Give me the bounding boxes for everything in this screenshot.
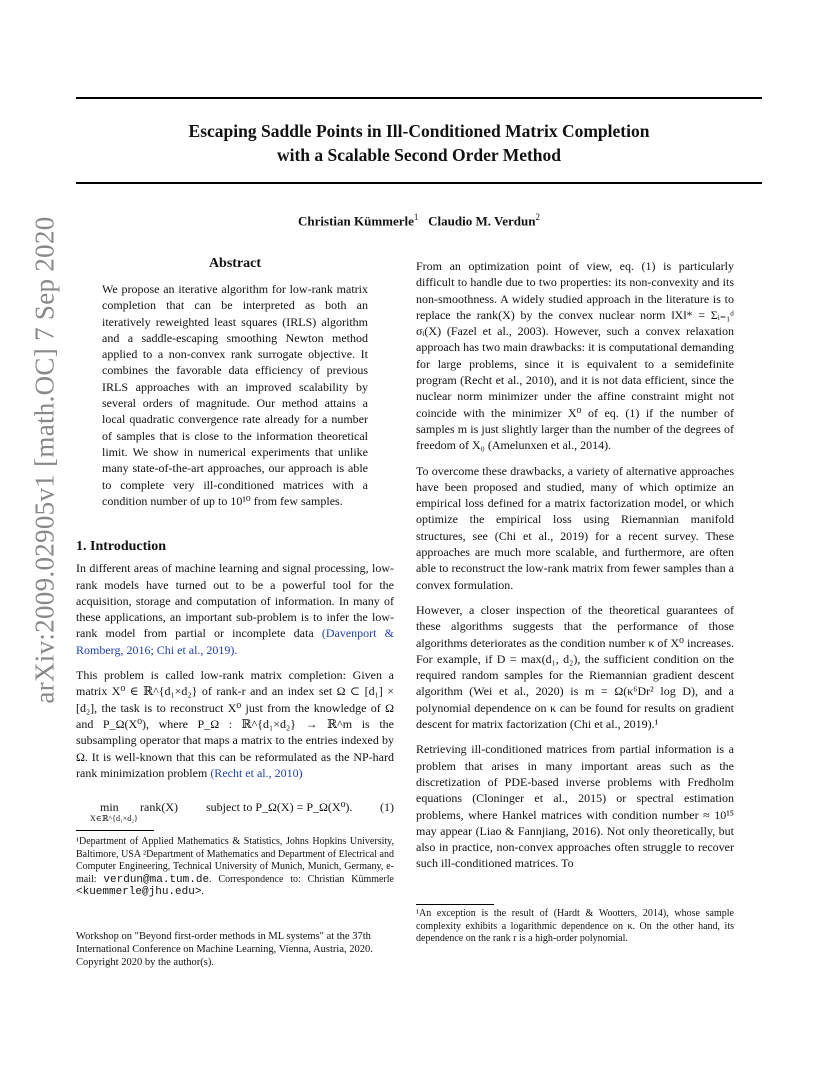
affiliation-text: ¹Department of Applied Mathematics & Statistics, Johns Hopkins University, Baltimore, USA ²Department of Mathematics and Department of Electrical and Computer Engineering, Technical University of Munich, Munich, Germany, e-mail: <box>76 836 394 885</box>
right-paragraph-2: To overcome these drawbacks, a variety of alternative approaches have been proposed and studied, many of which optimize an empirical loss defined for a matrix factorization model, or which optimize the empirical loss using Riemannian manifold structures, see (Chi et al., 2019) for a recent survey. These approaches are much more scalable, and furthermore, are often able to reconstruct the low-rank matrix from fewer samples than a convex formulation. <box>416 463 734 592</box>
author-2: Claudio M. Verdun <box>428 213 536 229</box>
intro-paragraph-1 <box>76 560 394 658</box>
author-1-affiliation: 1 <box>413 212 419 222</box>
abstract-heading: Abstract <box>208 256 262 271</box>
email-kuemmerle[interactable]: <kuemmerle@jhu.edu> <box>76 886 202 899</box>
equation-min: min <box>100 800 119 814</box>
author-list <box>76 212 762 229</box>
equation-min-subscript: X∈ℝ^{d₁×d₂} <box>90 814 138 823</box>
intro-paragraph-2 <box>76 667 394 781</box>
intro-p2-citation[interactable]: (Recht et al., 2010) <box>210 765 303 780</box>
intro-p2-text: This problem is called low-rank matrix completion: Given a matrix X⁰ ∈ ℝ^{d₁×d₂} of rank-r and an index set Ω ⊂ [d₁] × [d₂], the task is to reconstruct X⁰ just from the knowledge of Ω and P_Ω(X⁰), where P_Ω : ℝ^{d₁×d₂} → ℝ^m is the subsampling operator that maps a matrix to the entries indexed by Ω. It is well-known that this can be reformulated as the NP-hard rank minimization problem <box>76 668 394 780</box>
footnote-1: ¹An exception is the result of (Hardt & Wootters, 2014), whose sample complexity exhibits a logarithmic dependence on κ. On the other hand, its dependence on the rank r is a high-order polynomial. <box>416 908 734 945</box>
intro-p1-citation[interactable]: (Davenport & Romberg, 2016; Chi et al., 2019). <box>76 626 394 657</box>
title-line-2: with a Scalable Second Order Method <box>276 145 562 165</box>
equation-number: (1) <box>380 800 394 814</box>
email-verdun[interactable]: verdun@ma.tum.de <box>103 873 210 886</box>
abstract-body: We propose an iterative algorithm for low-rank matrix completion that can be interpreted as both an iteratively reweighted least squares (IRLS) algorithm and a saddle-escaping smoothing Newton method applied to a non-convex rank surrogate objective. It combines the favorable data efficiency of previous IRLS approaches with an improved scalability by several orders of magnitude. Our method attains a local quadratic convergence rate already for a number of samples that is close to the information theoretical limit. We show in numerical experiments that unlike many state-of-the-art approaches, our approach is able to complete very ill-conditioned matrices with a condition number of up to 10¹⁰ from few samples. <box>102 282 368 508</box>
paper-title <box>76 119 762 167</box>
right-paragraph-1: From an optimization point of view, eq. (1) is particularly difficult to handle due to two properties: its non-convexity and its non-smoothness. A widely studied approach in the literature is to replace the rank(X) by the convex nuclear norm ‖X‖* = Σᵢ₌₁ᵈ σᵢ(X) (Fazel et al., 2003). However, such a convex relaxation approach has two main drawbacks: it is computational demanding for large problems, since it is equivalent to a semidefinite program (Recht et al., 2010), and it is not data efficient, since the nuclear norm minimizer under the affine constraint might not coincide with the minimizer X⁰ of eq. (1) if the number of samples m is just slightly larger than the number of the degrees of freedom of X₀ (Amelunxen et al., 2014). <box>416 259 734 453</box>
title-bottom-rule <box>76 182 762 184</box>
section-heading-introduction: 1. Introduction <box>76 539 166 554</box>
correspondence-text: . Correspondence to: Christian Kümmerle <box>209 873 394 885</box>
equation-objective: rank(X) <box>140 800 178 814</box>
arxiv-stamp-text: arXiv:2009.02905v1 [math.OC] 7 Sep 2020 <box>29 216 60 704</box>
equation-constraint: subject to P_Ω(X) = P_Ω(X⁰). <box>206 800 353 814</box>
footnote-divider-left <box>76 830 154 831</box>
workshop-note: Workshop on "Beyond first-order methods in ML systems" at the 37th International Conference on Machine Learning, Vienna, Austria, 2020. Copyright 2020 by the author(s). <box>76 931 373 968</box>
arxiv-stamp <box>25 216 65 704</box>
author-1: Christian Kümmerle <box>298 213 414 229</box>
left-column <box>76 539 394 790</box>
affiliation-end: . <box>201 886 204 898</box>
affiliation-footnote <box>76 836 394 899</box>
equation-1 <box>76 800 394 828</box>
intro-p1-text: In different areas of machine learning and signal processing, low-rank models have turned out to be a powerful tool for the acquisition, storage and computation of information. In many of these applications, an important sub-problem is to infer the low-rank model from partial or incomplete data <box>76 561 394 641</box>
right-paragraph-3: However, a closer inspection of the theoretical guarantees of these algorithms suggests that the performance of those algorithms deteriorates as the condition number κ of X⁰ increases. For example, if D = max(d₁, d₂), the sufficient condition on the required random samples for the Riemannian gradient descent algorithm (Wei et al., 2020) is m = Ω(κ⁶Dr² log D), and a polynomial dependence on κ can be found for results on gradient descent for matrix factorization (Chi et al., 2019).¹ <box>416 602 734 732</box>
footnote-divider-right <box>416 904 494 905</box>
right-column <box>416 258 734 881</box>
title-top-rule <box>76 97 762 99</box>
title-line-1: Escaping Saddle Points in Ill-Conditioned Matrix Completion <box>188 121 650 141</box>
right-paragraph-4: Retrieving ill-conditioned matrices from partial information is a problem that arises in many important areas such as the discretization of PDE-based inverse problems with Fredholm equations (Cloninger et al., 2015) or spectral estimation problems, where Hankel matrices with condition number ≈ 10¹⁵ may appear (Liao & Fannjiang, 2016). Not only theoretically, but also in practice, non-convex approaches often struggle to recover such ill-conditioned matrices. To <box>416 742 734 871</box>
author-2-affiliation: 2 <box>535 212 540 222</box>
